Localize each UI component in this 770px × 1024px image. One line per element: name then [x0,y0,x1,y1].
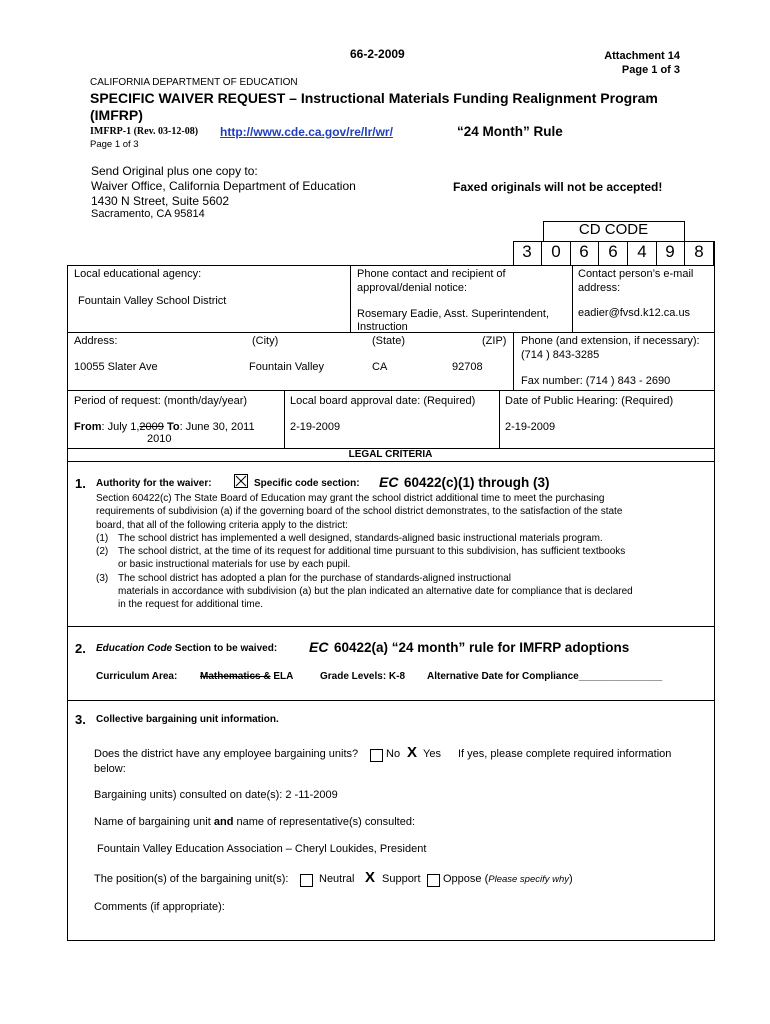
criteria-intro: requirements of subdivision (a) if the governing board of the school district demonstrates, to the satisfaction of the state [96,506,623,518]
cd-digit: 6 [579,242,589,261]
ec-label-2: EC [309,639,329,655]
units-question: Does the district have any employee bargaining units? [94,748,359,760]
board-label: Local board approval date: (Required) [290,395,476,407]
send-line-3: 1430 N Street, Suite 5602 [91,194,230,208]
section3-number: 3. [75,712,86,727]
contact-label: Phone contact and recipient of [357,268,506,280]
cd-digit: 3 [522,242,532,261]
association-value: Fountain Valley Education Association – Cheryl Loukides, President [97,843,427,855]
form-id: IMFRP-1 (Rev. 03-12-08) [90,126,199,137]
position-label: The position(s) of the bargaining unit(s): [94,873,289,885]
unit-name-label: Name of bargaining unit and name of representative(s) consulted: [94,816,416,828]
waived-section-value: 60422(a) “24 month” rule for IMFRP adoptions [334,640,630,655]
criteria-intro: Section 60422(c) The State Board of Education may grant the school district additional time to meet the purchasing [96,493,605,504]
city-label: (City) [252,335,279,347]
period-from [74,421,255,433]
lea-label: Local educational agency: [74,268,202,280]
code-value: 60422(c)(1) through (3) [404,475,550,490]
cde-link[interactable]: http://www.cde.ca.gov/re/lr/wr/ [220,125,393,139]
support-label: Support [382,873,421,885]
fax-number: Fax number: (714 ) 843 - 2690 [521,375,671,387]
yes-x-mark[interactable]: X [407,744,418,761]
if-yes-note: If yes, please complete required information [458,748,672,760]
oppose-checkbox[interactable] [427,872,440,890]
department-name: CALIFORNIA DEPARTMENT OF EDUCATION [90,77,298,88]
criterion-2-cont: or basic instructional materials for use by each pupil. [118,559,351,571]
zip-value: 92708 [452,361,483,373]
support-x-mark[interactable]: X [365,869,376,886]
neutral-label: Neutral [319,873,355,885]
from-value: : July 1, [101,421,140,433]
checked-box-icon [234,474,248,488]
zip-label: (ZIP) [482,335,507,347]
form-page: Page 1 of 3 [90,139,139,150]
page-of-label: Page 1 of 3 [621,64,680,76]
section2-label: Education Code Section to be waived: [96,643,278,654]
date-code: 66-2-2009 [350,47,405,61]
state-value: CA [372,361,388,373]
contact-label-2: approval/denial notice: [357,282,468,294]
board-value: 2-19-2009 [290,421,341,433]
curriculum-label: Curriculum Area: [96,671,178,682]
lea-value: Fountain Valley School District [78,295,227,307]
criterion-3-cont: materials in accordance with subdivision (a) but the plan indicated an alternative date for compliance that is declared [118,586,633,598]
no-label: No [386,748,401,760]
city-value: Fountain Valley [249,361,325,373]
consulted-date: Bargaining units) consulted on date(s): 2 -11-2009 [94,789,338,801]
oppose-label: Oppose (Please specify why) [443,873,573,885]
curriculum-value: Mathematics & ELA [200,671,294,682]
criteria-intro: board, that all of the following criteria apply to the district: [96,519,348,531]
contact-value: Rosemary Eadie, Asst. Superintendent, [357,308,549,320]
email-label: Contact person’s e-mail [578,268,694,280]
address-label: Address: [74,335,118,347]
section1-criteria [96,492,710,612]
criterion-3-cont: in the request for additional time. [118,599,264,611]
code-section-label: Specific code section: [254,478,360,489]
hearing-value: 2-19-2009 [505,421,556,433]
cd-digit: 8 [694,242,704,261]
criterion-1: (1) The school district has implemented a well designed, standards-aligned basic instructional materials program. [96,532,603,544]
to-label: To [166,421,180,433]
street-value: 10055 Slater Ave [74,361,158,373]
hearing-label: Date of Public Hearing: (Required) [505,395,674,407]
cd-digit: 6 [608,242,618,261]
cd-digit: 0 [551,242,561,261]
yes-label: Yes [423,748,441,760]
phone-label: Phone (and extension, if necessary): [521,335,700,347]
criterion-2: (2) The school district, at the time of its request for additional time pursuant to this subdivision, has sufficient textbooks [96,546,626,558]
period-label: Period of request: (month/day/year) [74,395,248,407]
section3-label: Collective bargaining unit information. [96,714,279,725]
phone-value: (714 ) 843-3285 [521,349,600,361]
form-title: SPECIFIC WAIVER REQUEST – Instructional Materials Funding Realignment Program [90,90,658,106]
section1-number: 1. [75,476,86,491]
to-value: : June 30, 2011 [179,421,255,433]
cd-digit: 9 [665,242,675,261]
section1-label: Authority for the waiver: [96,478,212,489]
send-line-2: Waiver Office, California Department of Education [91,179,356,193]
neutral-checkbox[interactable] [300,872,313,890]
send-line-4: Sacramento, CA 95814 [91,208,205,220]
no-checkbox[interactable] [370,747,383,765]
ec-label: EC [379,474,399,490]
state-label: (State) [372,335,406,347]
criterion-3: (3) The school district has adopted a plan for the purchase of standards-aligned instructional [96,572,512,584]
from-label: From [74,421,102,433]
fax-notice: Faxed originals will not be accepted! [453,180,663,194]
email-value: eadier@fvsd.k12.ca.us [578,307,691,319]
grade-levels: Grade Levels: K-8 [320,671,406,682]
form-title-2: (IMFRP) [90,107,143,123]
cd-code-label: CD CODE [578,221,649,238]
section2-number: 2. [75,641,86,656]
from-struck-year: 2009 [139,421,164,433]
legal-criteria-heading: LEGAL CRITERIA [348,449,433,460]
attachment-label: Attachment 14 [604,50,680,62]
email-label-2: address: [578,282,621,294]
comments-label: Comments (if appropriate): [94,901,225,913]
section1-checkbox[interactable] [234,474,248,493]
alternative-date: Alternative Date for Compliance_______________ [427,671,663,682]
contact-value-2: Instruction [357,321,408,333]
cd-digit: 4 [637,242,647,261]
below-label: below: [94,763,126,775]
from-year: 2010 [147,433,172,445]
rule-label: “24 Month” Rule [457,124,563,139]
send-line-1: Send Original plus one copy to: [91,164,258,178]
